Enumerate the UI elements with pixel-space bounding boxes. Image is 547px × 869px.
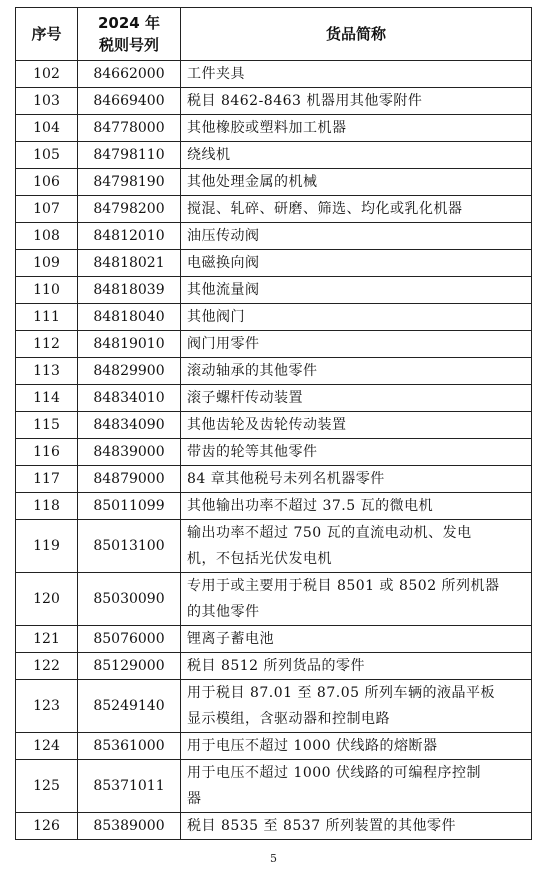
- table-row: [16, 412, 532, 439]
- cell-code: 84798190: [78, 169, 181, 196]
- table-row: [16, 169, 532, 196]
- cell-seq: 109: [16, 250, 78, 277]
- table-row: [16, 142, 532, 169]
- cell-name: 其他处理金属的机械: [181, 169, 532, 196]
- table-row: [16, 277, 532, 304]
- table-row: [16, 626, 532, 653]
- cell-code: 84812010: [78, 223, 181, 250]
- table-header-row: [16, 8, 532, 61]
- cell-seq: 112: [16, 331, 78, 358]
- cell-seq: 108: [16, 223, 78, 250]
- header-seq: 序号: [16, 8, 78, 61]
- cell-seq: 119: [16, 520, 78, 573]
- cell-code: 84669400: [78, 88, 181, 115]
- page-number: 5: [270, 852, 277, 865]
- table-row: [16, 223, 532, 250]
- cell-name: 带齿的轮等其他零件: [181, 439, 532, 466]
- cell-name: 用于电压不超过 1000 伏线路的熔断器: [181, 733, 532, 760]
- cell-code: 84839000: [78, 439, 181, 466]
- cell-code: 85129000: [78, 653, 181, 680]
- cell-seq: 107: [16, 196, 78, 223]
- table-row: [16, 385, 532, 412]
- table-row: [16, 439, 532, 466]
- cell-code: 84798200: [78, 196, 181, 223]
- cell-seq: 122: [16, 653, 78, 680]
- cell-code: 84829900: [78, 358, 181, 385]
- cell-name-line1: 用于税目 87.01 至 87.05 所列车辆的液晶平板: [187, 685, 495, 701]
- cell-name: 锂离子蓄电池: [181, 626, 532, 653]
- cell-code: 84662000: [78, 61, 181, 88]
- header-name: 货品简称: [181, 8, 532, 61]
- table-body: [16, 61, 532, 840]
- cell-seq: 121: [16, 626, 78, 653]
- cell-code: 85011099: [78, 493, 181, 520]
- cell-name: 滚动轴承的其他零件: [181, 358, 532, 385]
- cell-name-line1: 输出功率不超过 750 瓦的直流电动机、发电: [187, 525, 472, 541]
- cell-name: 油压传动阀: [181, 223, 532, 250]
- table-row: [16, 88, 532, 115]
- table-row: [16, 115, 532, 142]
- table-row: [16, 250, 532, 277]
- table-row: [16, 760, 532, 813]
- cell-seq: 114: [16, 385, 78, 412]
- cell-seq: 118: [16, 493, 78, 520]
- cell-code: 84834010: [78, 385, 181, 412]
- cell-code: 85076000: [78, 626, 181, 653]
- tariff-table-container: [15, 7, 531, 840]
- cell-seq: 116: [16, 439, 78, 466]
- table-row: [16, 653, 532, 680]
- cell-seq: 120: [16, 573, 78, 626]
- cell-code: 84798110: [78, 142, 181, 169]
- table-row: [16, 196, 532, 223]
- table-row: [16, 331, 532, 358]
- cell-name: 阀门用零件: [181, 331, 532, 358]
- cell-code: 85013100: [78, 520, 181, 573]
- cell-name: 税目 8535 至 8537 所列装置的其他零件: [181, 813, 532, 840]
- cell-seq: 126: [16, 813, 78, 840]
- cell-name: 其他阀门: [181, 304, 532, 331]
- table-row: [16, 520, 532, 573]
- cell-name-line1: 专用于或主要用于税目 8501 或 8502 所列机器: [187, 578, 500, 594]
- cell-name: 84 章其他税号未列名机器零件: [181, 466, 532, 493]
- cell-code: 85030090: [78, 573, 181, 626]
- cell-seq: 125: [16, 760, 78, 813]
- cell-code: 85249140: [78, 680, 181, 733]
- cell-name-line1: 用于电压不超过 1000 伏线路的可编程序控制: [187, 765, 482, 781]
- header-code-line1: 2024 年: [98, 14, 160, 32]
- cell-seq: 103: [16, 88, 78, 115]
- cell-name-line2: 显示模组，含驱动器和控制电路: [187, 711, 390, 727]
- cell-code: 84778000: [78, 115, 181, 142]
- cell-seq: 105: [16, 142, 78, 169]
- cell-seq: 123: [16, 680, 78, 733]
- cell-code: 85389000: [78, 813, 181, 840]
- cell-code: 84818040: [78, 304, 181, 331]
- cell-seq: 104: [16, 115, 78, 142]
- table-row: [16, 493, 532, 520]
- cell-name: 税目 8512 所列货品的零件: [181, 653, 532, 680]
- cell-seq: 110: [16, 277, 78, 304]
- table-row: [16, 466, 532, 493]
- cell-seq: 111: [16, 304, 78, 331]
- cell-name: [181, 573, 532, 626]
- cell-code: 84818021: [78, 250, 181, 277]
- cell-seq: 115: [16, 412, 78, 439]
- cell-seq: 106: [16, 169, 78, 196]
- cell-name-line2: 机，不包括光伏发电机: [187, 551, 332, 567]
- cell-name-line2: 的其他零件: [187, 604, 260, 620]
- cell-seq: 117: [16, 466, 78, 493]
- cell-name: 工件夹具: [181, 61, 532, 88]
- cell-code: 84834090: [78, 412, 181, 439]
- table-row: [16, 813, 532, 840]
- cell-code: 85361000: [78, 733, 181, 760]
- cell-seq: 124: [16, 733, 78, 760]
- header-code: [78, 8, 181, 61]
- cell-code: 85371011: [78, 760, 181, 813]
- table-row: [16, 61, 532, 88]
- cell-name: 其他输出功率不超过 37.5 瓦的微电机: [181, 493, 532, 520]
- table-row: [16, 733, 532, 760]
- table-row: [16, 680, 532, 733]
- cell-code: 84879000: [78, 466, 181, 493]
- cell-name: 其他橡胶或塑料加工机器: [181, 115, 532, 142]
- table-row: [16, 573, 532, 626]
- cell-name-line2: 器: [187, 791, 202, 807]
- cell-name: 绕线机: [181, 142, 532, 169]
- table-row: [16, 304, 532, 331]
- cell-code: 84819010: [78, 331, 181, 358]
- header-code-line2: 税则号列: [98, 36, 159, 54]
- cell-name: 滚子螺杆传动装置: [181, 385, 532, 412]
- cell-name: [181, 520, 532, 573]
- cell-name: 电磁换向阀: [181, 250, 532, 277]
- cell-seq: 102: [16, 61, 78, 88]
- table-row: [16, 358, 532, 385]
- cell-name: 税目 8462-8463 机器用其他零附件: [181, 88, 532, 115]
- cell-name: 其他齿轮及齿轮传动装置: [181, 412, 532, 439]
- cell-name: [181, 760, 532, 813]
- cell-code: 84818039: [78, 277, 181, 304]
- cell-name: [181, 680, 532, 733]
- cell-seq: 113: [16, 358, 78, 385]
- cell-name: 其他流量阀: [181, 277, 532, 304]
- cell-name: 搅混、轧碎、研磨、筛选、均化或乳化机器: [181, 196, 532, 223]
- tariff-table: [15, 7, 532, 840]
